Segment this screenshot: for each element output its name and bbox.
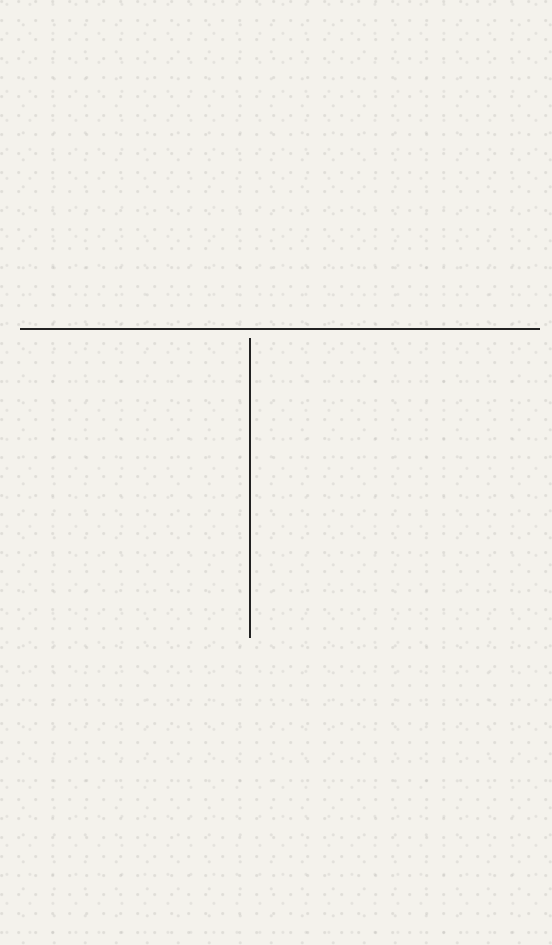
- section-divider: [20, 328, 540, 330]
- column-divider: [249, 338, 251, 638]
